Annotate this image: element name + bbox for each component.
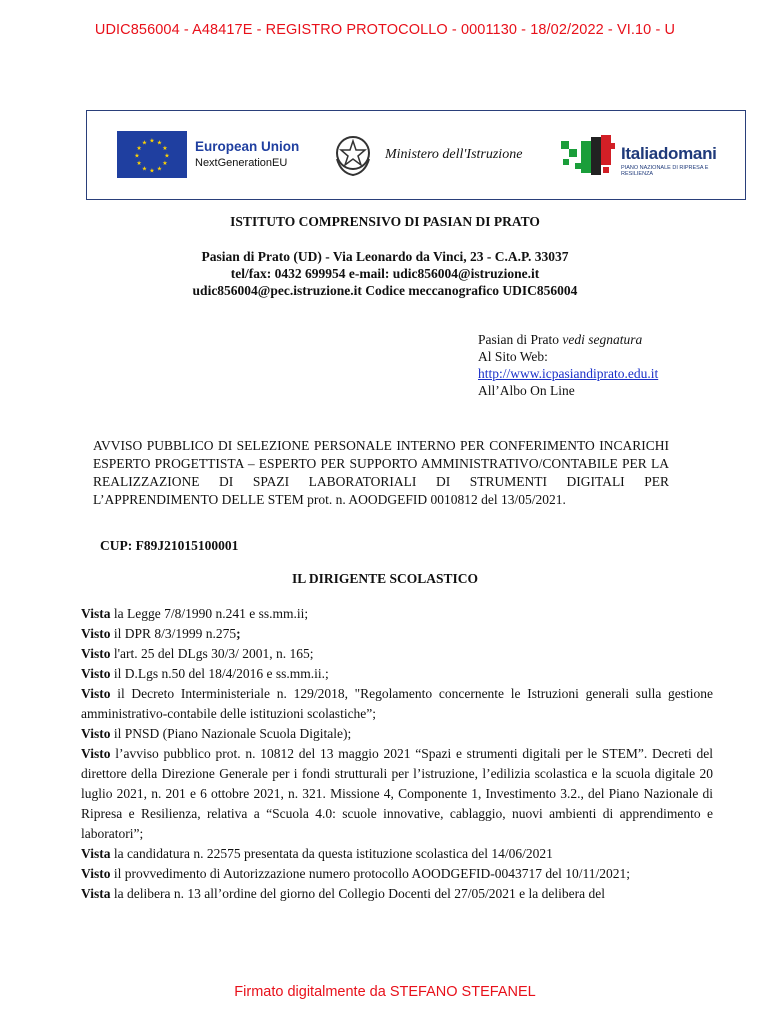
paragraph-lead: Vista: [81, 886, 111, 901]
paragraph-text: l’avviso pubblico prot. n. 10812 del 13 maggio 2021 “Spazi e strumenti digitali per le STEM”. Decreti del direttore della Direzione Generale per i fondi strutturali per l’istruzione, l’edilizia scolastica e la scuola digitale 20 luglio 2021, n. 201 e 6 ottobre 2021, n. 321. Missione 4, Componente 1, Investimento 3.2., del Piano Nazionale di Ripresa e Resilienza, relativa a “Scuola 4.0: scuole innovative, cablaggio, nuovi ambienti di apprendimento e laboratori”;: [81, 746, 713, 841]
eu-flag-icon: [117, 131, 187, 178]
school-name: ISTITUTO COMPRENSIVO DI PASIAN DI PRATO: [230, 214, 540, 229]
eu-star-icon: ★: [149, 138, 155, 145]
section-heading: IL DIRIGENTE SCOLASTICO: [291, 571, 479, 586]
italiadomani-subtitle: PIANO NAZIONALE DI RIPRESA E RESILIENZA: [621, 165, 709, 177]
eu-star-icon: ★: [136, 161, 142, 167]
digital-signature-note: Firmato digitalmente da STEFANO STEFANEL: [234, 984, 536, 1000]
paragraph-text: il DPR 8/3/1999 n.275: [110, 626, 237, 641]
paragraph-text: il D.Lgs n.50 del 18/4/2016 e ss.mm.ii.;: [110, 666, 329, 681]
paragraph-lead: Visto: [81, 666, 111, 681]
paragraph-text: il provvedimento di Autorizzazione numero protocollo AOODGEFID-0043717 del 10/11/2021;: [110, 866, 631, 881]
eu-star-icon: ★: [162, 146, 168, 152]
eu-star-icon: ★: [134, 153, 140, 160]
paragraph-lead: Visto: [81, 866, 111, 881]
eu-star-icon: ★: [162, 161, 168, 167]
paragraph: [81, 724, 713, 744]
document-body: [81, 604, 713, 904]
website-link[interactable]: http://www.icpasiandiprato.edu.it: [478, 366, 659, 381]
school-address: Pasian di Prato (UD) - Via Leonardo da Vinci, 23 - C.A.P. 33037: [201, 249, 569, 264]
paragraph: [81, 624, 713, 644]
cup-code: CUP: F89J21015100001: [100, 538, 239, 553]
paragraph: [81, 664, 713, 684]
eu-star-icon: ★: [136, 146, 142, 152]
paragraph: [81, 844, 713, 864]
italian-republic-emblem-icon: [331, 129, 375, 179]
paragraph-lead: Visto: [81, 746, 111, 761]
eu-star-icon: ★: [164, 153, 170, 160]
protocol-stamp: UDIC856004 - A48417E - REGISTRO PROTOCOLLO - 0001130 - 18/02/2022 - VI.10 - U: [94, 22, 676, 38]
paragraph-text: l'art. 25 del DLgs 30/3/ 2001, n. 165;: [110, 646, 314, 661]
paragraph-text: il PNSD (Piano Nazionale Scuola Digitale);: [110, 726, 352, 741]
eu-star-icon: ★: [141, 166, 148, 173]
recipient-place: Pasian di Prato: [478, 332, 563, 347]
paragraph-lead: Vista: [81, 606, 111, 621]
eu-star-icon: ★: [141, 140, 148, 147]
school-pec: udic856004@pec.istruzione.it Codice meccanografico UDIC856004: [192, 283, 578, 298]
paragraph: [81, 604, 713, 624]
paragraph-text: la delibera n. 13 all’ordine del giorno del Collegio Docenti del 27/05/2021 e la delibera del: [110, 886, 605, 901]
recipient-albo: All’Albo On Line: [478, 383, 575, 398]
avviso-title: AVVISO PUBBLICO DI SELEZIONE PERSONALE INTERNO PER CONFERIMENTO INCARICHI ESPERTO PROGETTISTA – ESPERTO PER SUPPORTO AMMINISTRATIVO/CONTABILE PER LA REALIZZAZIONE DI SPAZI LABORATORIALI DI STRUMENTI DIGITALI PER L’APPRENDIMENTO DELLE STEM prot. n. AOODGEFID 0010812 del 13/05/2021.: [93, 438, 669, 507]
eu-star-icon: ★: [149, 168, 155, 175]
paragraph-lead: Visto: [81, 626, 111, 641]
paragraph-text: la Legge 7/8/1990 n.241 e ss.mm.ii;: [110, 606, 309, 621]
paragraph-lead: Vista: [81, 846, 111, 861]
paragraph-text: il Decreto Interministeriale n. 129/2018, "Regolamento concernente le Istruzioni generali sulla gestione amministrativo-contabile delle istituzioni scolastiche”;: [81, 686, 713, 721]
paragraph-lead: Visto: [81, 686, 111, 701]
eu-subtitle: NextGenerationEU: [195, 157, 288, 169]
paragraph: [81, 884, 713, 904]
eu-star-icon: ★: [156, 166, 163, 173]
paragraph-tail: ;: [236, 626, 241, 641]
paragraph: [81, 864, 713, 884]
italiadomani-title: Italiadomani: [621, 144, 717, 163]
recipient-website-line: [478, 366, 658, 382]
paragraph-text: la candidatura n. 22575 presentata da questa istituzione scolastica del 14/06/2021: [110, 846, 553, 861]
recipient-signature-note: vedi segnatura: [562, 332, 643, 347]
recipient-website-label: Al Sito Web:: [478, 349, 548, 364]
logo-banner: [86, 110, 746, 200]
paragraph-lead: Visto: [81, 646, 111, 661]
paragraph-lead: Visto: [81, 726, 111, 741]
italiadomani-logo-icon: [559, 131, 617, 181]
eu-star-icon: ★: [156, 140, 163, 147]
ministry-name: Ministero dell'Istruzione: [385, 147, 523, 162]
paragraph: [81, 744, 713, 844]
eu-title: European Union: [195, 139, 300, 154]
paragraph: [81, 644, 713, 664]
school-contacts: tel/fax: 0432 699954 e-mail: udic856004@istruzione.it: [230, 266, 540, 281]
recipient-place-line: [478, 332, 642, 348]
paragraph: [81, 684, 713, 724]
